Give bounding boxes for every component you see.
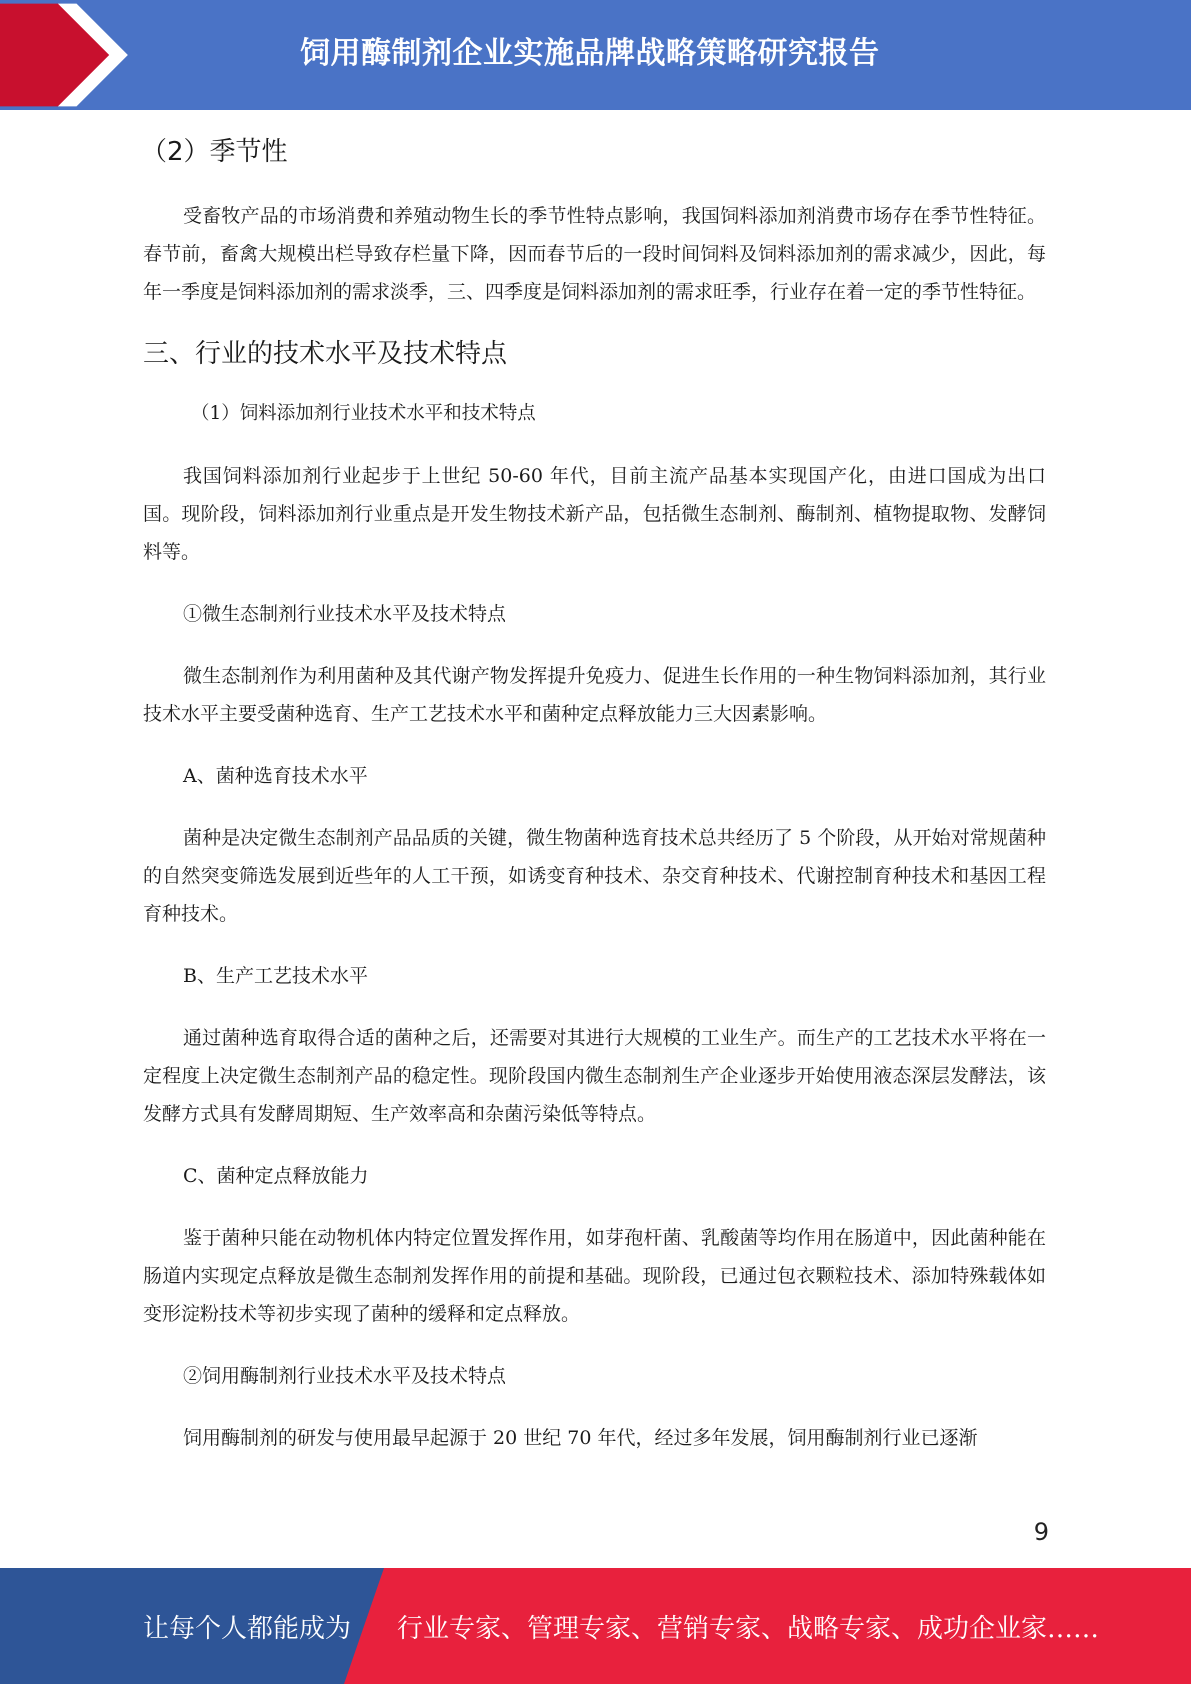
footer-slogan-left: 让每个人都能成为 [143, 1614, 352, 1644]
paragraph-strain-selection: 菌种是决定微生态制剂产品品质的关键，微生物菌种选育技术总共经历了 5 个阶段，从开始对常规菌种的自然突变筛选发展到近些年的人工干预，如诱变育种技术、杂交育种技术、代谢控制育种技术和基因工程育种技术。 [143, 827, 1046, 925]
report-title: 饲用酶制剂企业实施品牌战略策略研究报告 [300, 36, 880, 71]
subheading-production-process: B、生产工艺技术水平 [183, 965, 368, 987]
paragraph-seasonality: 受畜牧产品的市场消费和养殖动物生长的季节性特点影响，我国饲料添加剂消费市场存在季节性特征。春节前，畜禽大规模出栏导致存栏量下降，因而春节后的一段时间饲料及饲料添加剂的需求减少，因此，每年一季度是饲料添加剂的需求淡季，三、四季度是饲料添加剂的需求旺季，行业存在着一定的季节性特征。 [143, 205, 1046, 303]
subheading-targeted-release: C、菌种定点释放能力 [183, 1165, 369, 1187]
section-heading: 三、行业的技术水平及技术特点 [143, 339, 508, 369]
subheading-feed-enzyme: ②饲用酶制剂行业技术水平及技术特点 [183, 1365, 507, 1387]
subheading-additive-tech: （1）饲料添加剂行业技术水平和技术特点 [191, 403, 536, 424]
paragraph-targeted-release: 鉴于菌种只能在动物机体内特定位置发挥作用，如芽孢杆菌、乳酸菌等均作用在肠道中，因此菌种能在肠道内实现定点释放是微生态制剂发挥作用的前提和基础。现阶段，已通过包衣颗粒技术、添加特殊载体如变形淀粉技术等初步实现了菌种的缓释和定点释放。 [143, 1227, 1046, 1325]
header-banner [0, 0, 1191, 110]
paragraph-microecological: 微生态制剂作为利用菌种及其代谢产物发挥提升免疫力、促进生长作用的一种生物饲料添加剂，其行业技术水平主要受菌种选育、生产工艺技术水平和菌种定点释放能力三大因素影响。 [143, 665, 1046, 725]
document-body [143, 125, 1046, 1481]
subheading-strain-selection: A、菌种选育技术水平 [183, 765, 368, 787]
subheading-seasonality: （2）季节性 [141, 137, 288, 167]
page-number: 9 [1033, 1518, 1049, 1546]
footer-slogan-right: 行业专家、管理专家、营销专家、战略专家、成功企业家…… [397, 1614, 1100, 1644]
header-chevron-graphic [0, 0, 140, 110]
paragraph-production-process: 通过菌种选育取得合适的菌种之后，还需要对其进行大规模的工业生产。而生产的工艺技术水平将在一定程度上决定微生态制剂产品的稳定性。现阶段国内微生态制剂生产企业逐步开始使用液态深层发酵法，该发酵方式具有发酵周期短、生产效率高和杂菌污染低等特点。 [143, 1027, 1046, 1125]
subheading-microecological: ①微生态制剂行业技术水平及技术特点 [183, 603, 507, 625]
footer-banner [0, 1568, 1191, 1684]
paragraph-feed-enzyme: 饲用酶制剂的研发与使用最早起源于 20 世纪 70 年代，经过多年发展，饲用酶制剂行业已逐渐 [183, 1427, 978, 1449]
paragraph-additive-tech: 我国饲料添加剂行业起步于上世纪 50-60 年代，目前主流产品基本实现国产化，由进口国成为出口国。现阶段，饲料添加剂行业重点是开发生物技术新产品，包括微生态制剂、酶制剂、植物提取物、发酵饲料等。 [143, 465, 1046, 563]
